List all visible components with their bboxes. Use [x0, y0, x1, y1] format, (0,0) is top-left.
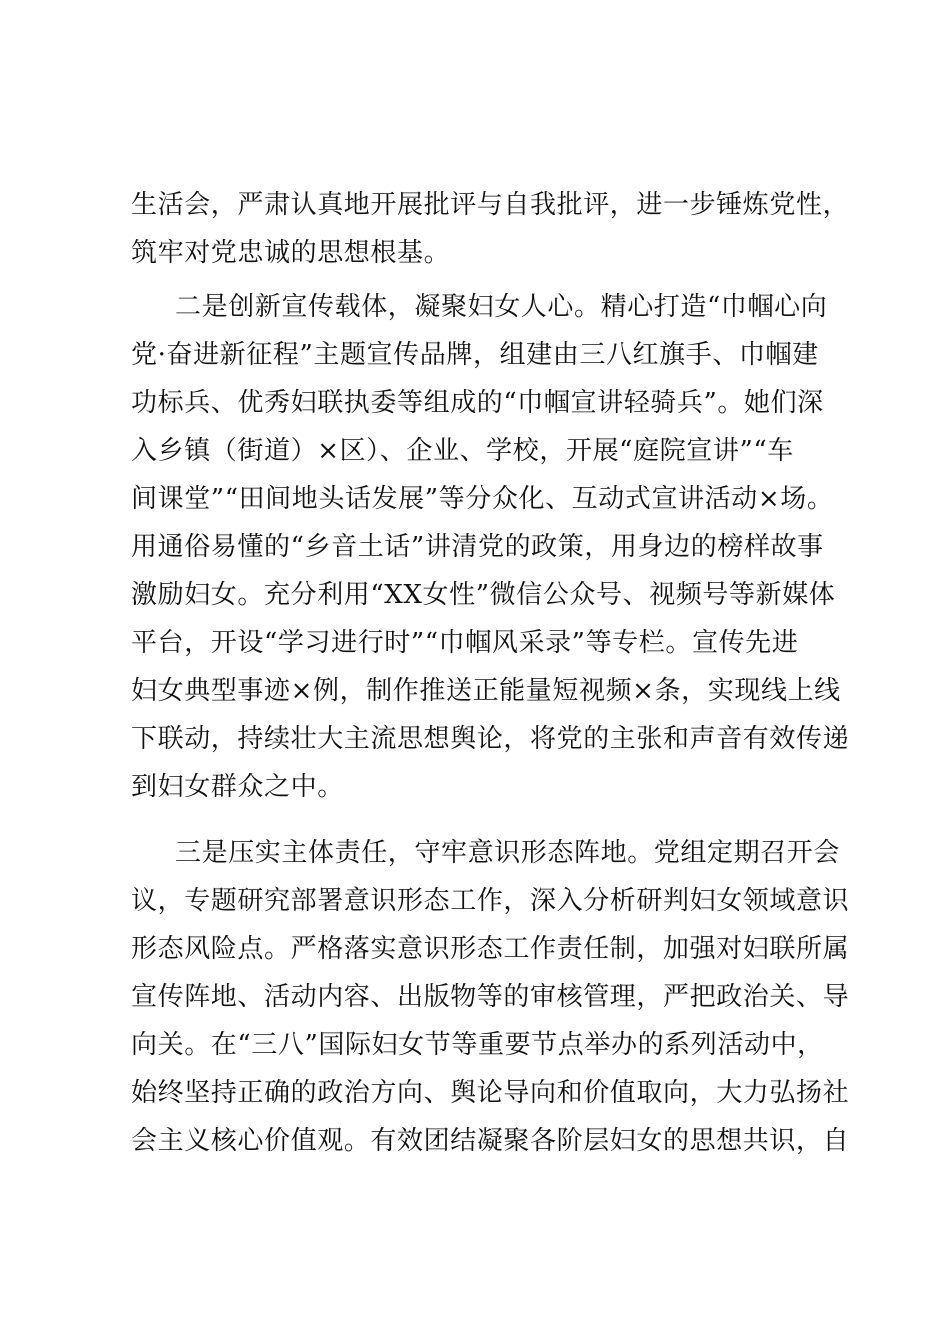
paragraph-line: 生活会，严肃认真地开展批评与自我批评，进一步锤炼党性，	[131, 190, 850, 220]
paragraph-line: 激励妇女。充分利用“XX女性”微信公众号、视频号等新媒体	[131, 580, 836, 610]
paragraph-3	[131, 829, 850, 1165]
paragraph-line: 始终坚持正确的政治方向、舆论导向和价值取向，大力弘扬社	[131, 1078, 850, 1108]
paragraph-line: 二是创新宣传载体，凝聚妇女人心。精心打造“巾帼心向	[175, 292, 828, 322]
paragraph-2	[131, 283, 850, 811]
paragraph-line: 党·奋进新征程”主题宣传品牌，组建由三八红旗手、巾帼建	[131, 340, 819, 370]
paragraph-line: 间课堂”“田间地头话发展”等分众化、互动式宣讲活动×场。	[131, 484, 834, 514]
paragraph-line: 平台，开设“学习进行时”“巾帼风采录”等专栏。宣传先进	[131, 628, 799, 658]
paragraph-line: 向关。在“三八”国际妇女节等重要节点举办的系列活动中，	[131, 1030, 824, 1060]
paragraph-line: 会主义核心价值观。有效团结凝聚各阶层妇女的思想共识，自	[131, 1126, 850, 1156]
paragraph-line: 妇女典型事迹×例，制作推送正能量短视频×条，实现线上线	[131, 676, 841, 706]
paragraph-line: 形态风险点。严格落实意识形态工作责任制，加强对妇联所属	[131, 934, 850, 964]
paragraph-line: 宣传阵地、活动内容、出版物等的审核管理，严把政治关、导	[131, 982, 850, 1012]
paragraph-line: 下联动，持续壮大主流思想舆论，将党的主张和声音有效传递	[131, 724, 850, 754]
paragraph-line: 议，专题研究部署意识形态工作，深入分析研判妇女领域意识	[131, 886, 850, 916]
paragraph-1	[131, 181, 850, 277]
paragraph-line: 入乡镇（街道）×区）、企业、学校，开展“庭院宣讲”“车	[131, 436, 794, 466]
paragraph-line: 筑牢对党忠诚的思想根基。	[131, 238, 451, 268]
paragraph-line: 三是压实主体责任，守牢意识形态阵地。党组定期召开会	[175, 838, 841, 868]
paragraph-line: 到妇女群众之中。	[131, 772, 344, 802]
paragraph-line: 用通俗易懂的“乡音土话”讲清党的政策，用身边的榜样故事	[131, 532, 824, 562]
paragraph-line: 功标兵、优秀妇联执委等组成的“巾帼宣讲轻骑兵”。她们深	[131, 388, 824, 418]
